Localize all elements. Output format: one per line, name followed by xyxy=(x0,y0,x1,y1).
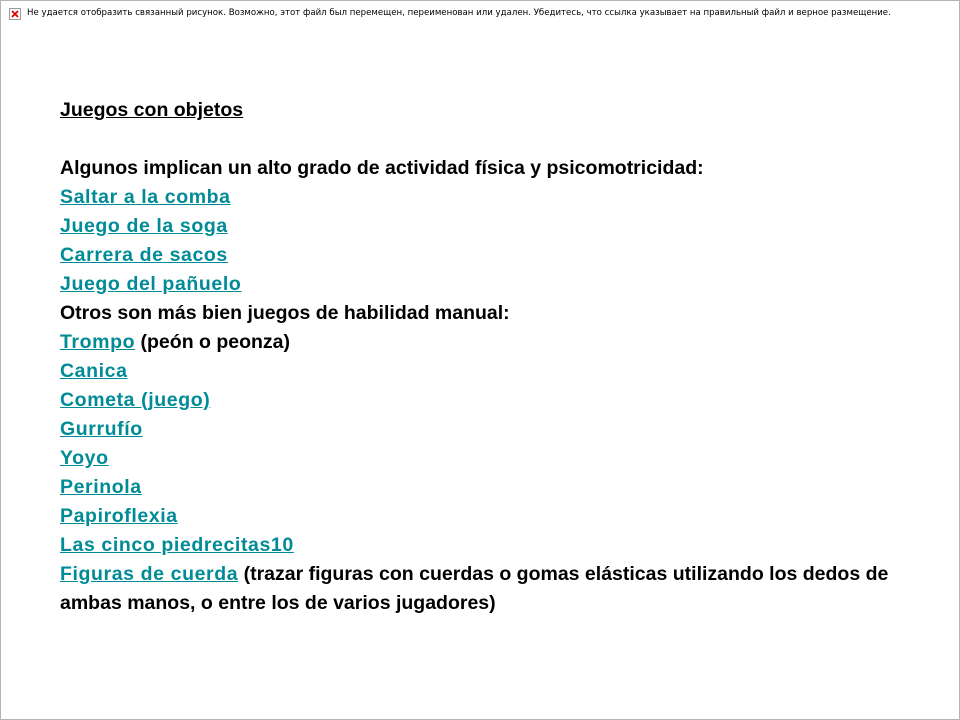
link-juego-panuelo[interactable]: Juego del pañuelo xyxy=(60,273,242,295)
page-title: Juegos con objetos xyxy=(60,99,244,121)
blank-line xyxy=(60,125,940,154)
link-carrera-sacos[interactable]: Carrera de sacos xyxy=(60,244,228,266)
link-trompo[interactable]: Trompo xyxy=(60,331,136,353)
intro-physical: Algunos implican un alto grado de actividad física y psicomotricidad: xyxy=(60,157,704,179)
trompo-line xyxy=(60,328,940,357)
link-gurrufio[interactable]: Gurrufío xyxy=(60,418,143,440)
broken-image-icon xyxy=(9,7,21,19)
intro-manual: Otros son más bien juegos de habilidad manual: xyxy=(60,302,510,324)
link-cometa[interactable]: Cometa (juego) xyxy=(60,389,211,411)
link-perinola[interactable]: Perinola xyxy=(60,476,142,498)
link-canica[interactable]: Canica xyxy=(60,360,128,382)
document-body xyxy=(60,96,940,618)
link-cinco-piedrecitas[interactable]: Las cinco piedrecitas10 xyxy=(60,534,294,556)
link-juego-soga[interactable]: Juego de la soga xyxy=(60,215,228,237)
link-saltar-comba[interactable]: Saltar a la comba xyxy=(60,186,231,208)
figuras-note: (trazar figuras con cuerdas o gomas elásticas utilizando los dedos de ambas manos, o entre los de varios jugadores) xyxy=(60,563,889,614)
broken-image-message: Не удается отобразить связанный рисунок. Возможно, этот файл был перемещен, переименован или удален. Убедитесь, что ссылка указывает на правильный файл и верное размещение. xyxy=(27,8,891,18)
figuras-line xyxy=(60,560,940,618)
broken-image-placeholder xyxy=(9,7,891,19)
link-figuras-cuerda[interactable]: Figuras de cuerda xyxy=(60,563,239,585)
link-papiroflexia[interactable]: Papiroflexia xyxy=(60,505,178,527)
trompo-note: (peón o peonza) xyxy=(135,331,291,353)
link-yoyo[interactable]: Yoyo xyxy=(60,447,109,469)
